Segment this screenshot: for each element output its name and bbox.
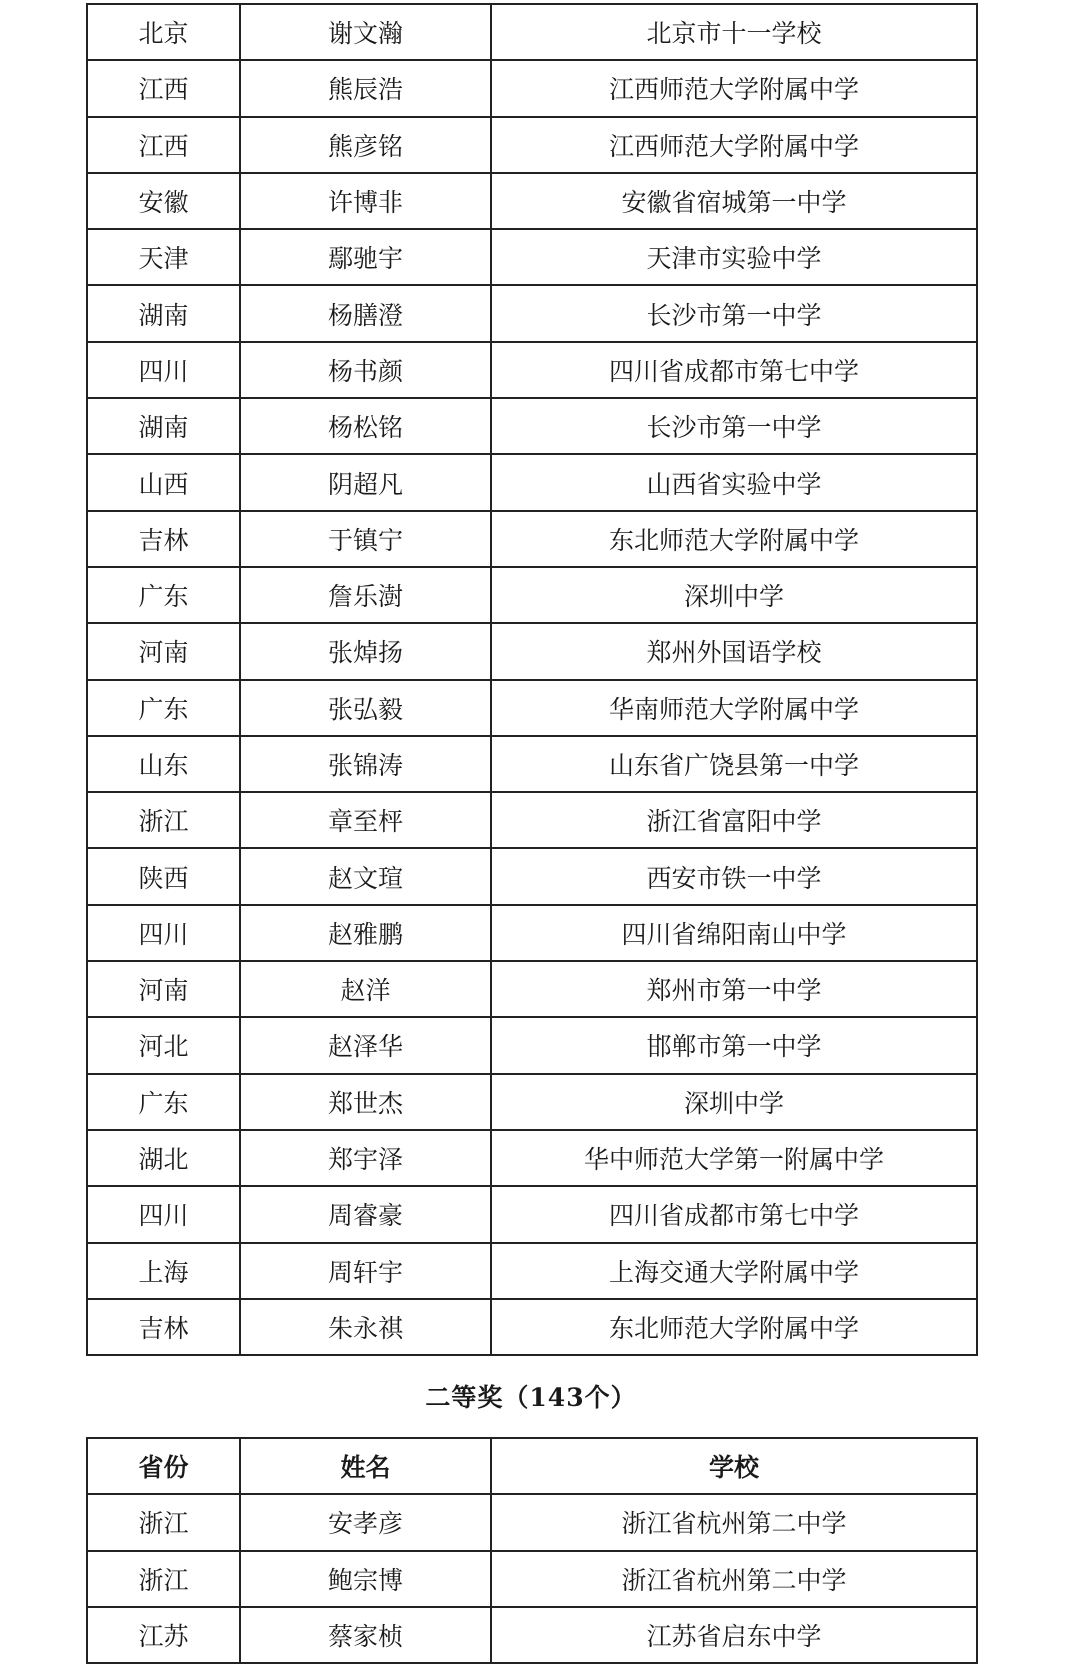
cell-school: 浙江省富阳中学 — [491, 792, 977, 848]
cell-province: 江西 — [87, 117, 240, 173]
cell-school: 江西师范大学附属中学 — [491, 60, 977, 116]
cell-school: 浙江省杭州第二中学 — [491, 1551, 977, 1607]
cell-name: 杨膳澄 — [240, 285, 491, 341]
cell-name: 鲍宗博 — [240, 1551, 491, 1607]
table-row — [87, 1017, 977, 1073]
cell-province: 河南 — [87, 623, 240, 679]
cell-school: 四川省绵阳南山中学 — [491, 905, 977, 961]
first-prize-table-body — [87, 4, 977, 1355]
cell-school: 江西师范大学附属中学 — [491, 117, 977, 173]
first-prize-table-continued — [86, 3, 978, 1356]
cell-province: 天津 — [87, 229, 240, 285]
table-row — [87, 60, 977, 116]
cell-province: 北京 — [87, 4, 240, 60]
table-row — [87, 342, 977, 398]
cell-name: 赵泽华 — [240, 1017, 491, 1073]
cell-name: 周轩宇 — [240, 1243, 491, 1299]
cell-school: 四川省成都市第七中学 — [491, 342, 977, 398]
table-row — [87, 792, 977, 848]
second-prize-heading: 二等奖（143个） — [425, 1383, 637, 1412]
cell-name: 章至枰 — [240, 792, 491, 848]
table-row — [87, 511, 977, 567]
table-row — [87, 1607, 977, 1663]
cell-province: 浙江 — [87, 1494, 240, 1550]
cell-name: 许博非 — [240, 173, 491, 229]
cell-name: 周睿豪 — [240, 1186, 491, 1242]
cell-province: 河北 — [87, 1017, 240, 1073]
cell-school: 东北师范大学附属中学 — [491, 511, 977, 567]
cell-province: 江苏 — [87, 1607, 240, 1663]
cell-province: 广东 — [87, 1074, 240, 1130]
cell-school: 浙江省杭州第二中学 — [491, 1494, 977, 1550]
cell-name: 蔡家桢 — [240, 1607, 491, 1663]
cell-province: 广东 — [87, 680, 240, 736]
cell-school: 上海交通大学附属中学 — [491, 1243, 977, 1299]
cell-province: 四川 — [87, 1186, 240, 1242]
cell-province: 山东 — [87, 736, 240, 792]
cell-school: 华中师范大学第一附属中学 — [491, 1130, 977, 1186]
table-row — [87, 680, 977, 736]
table-row — [87, 736, 977, 792]
cell-school: 长沙市第一中学 — [491, 398, 977, 454]
table-header-row — [87, 1438, 977, 1494]
table-row — [87, 961, 977, 1017]
cell-name: 于镇宁 — [240, 511, 491, 567]
cell-name: 谢文瀚 — [240, 4, 491, 60]
cell-school: 安徽省宿城第一中学 — [491, 173, 977, 229]
header-school: 学校 — [491, 1438, 977, 1494]
cell-name: 熊辰浩 — [240, 60, 491, 116]
cell-province: 四川 — [87, 905, 240, 961]
second-prize-table-body — [87, 1494, 977, 1663]
cell-school: 长沙市第一中学 — [491, 285, 977, 341]
cell-school: 深圳中学 — [491, 1074, 977, 1130]
table-row — [87, 285, 977, 341]
cell-school: 东北师范大学附属中学 — [491, 1299, 977, 1355]
table-row — [87, 1130, 977, 1186]
cell-name: 杨书颜 — [240, 342, 491, 398]
cell-province: 湖南 — [87, 285, 240, 341]
cell-name: 赵文瑄 — [240, 848, 491, 904]
table-row — [87, 905, 977, 961]
table-row — [87, 1299, 977, 1355]
table-row — [87, 1494, 977, 1550]
cell-name: 鄢驰宇 — [240, 229, 491, 285]
cell-name: 朱永祺 — [240, 1299, 491, 1355]
cell-name: 郑宇泽 — [240, 1130, 491, 1186]
table-row — [87, 1074, 977, 1130]
table-row — [87, 173, 977, 229]
header-province: 省份 — [87, 1438, 240, 1494]
table-row — [87, 623, 977, 679]
cell-province: 安徽 — [87, 173, 240, 229]
cell-school: 四川省成都市第七中学 — [491, 1186, 977, 1242]
table-row — [87, 848, 977, 904]
cell-province: 浙江 — [87, 792, 240, 848]
cell-province: 湖南 — [87, 398, 240, 454]
cell-province: 陕西 — [87, 848, 240, 904]
cell-province: 山西 — [87, 454, 240, 510]
cell-province: 广东 — [87, 567, 240, 623]
cell-name: 杨松铭 — [240, 398, 491, 454]
table-row — [87, 1551, 977, 1607]
cell-province: 上海 — [87, 1243, 240, 1299]
cell-school: 江苏省启东中学 — [491, 1607, 977, 1663]
cell-province: 四川 — [87, 342, 240, 398]
table-row — [87, 4, 977, 60]
cell-school: 郑州外国语学校 — [491, 623, 977, 679]
table-row — [87, 1186, 977, 1242]
cell-province: 河南 — [87, 961, 240, 1017]
cell-province: 浙江 — [87, 1551, 240, 1607]
cell-name: 安孝彦 — [240, 1494, 491, 1550]
cell-school: 邯郸市第一中学 — [491, 1017, 977, 1073]
cell-school: 郑州市第一中学 — [491, 961, 977, 1017]
cell-school: 华南师范大学附属中学 — [491, 680, 977, 736]
table-row — [87, 454, 977, 510]
cell-school: 深圳中学 — [491, 567, 977, 623]
cell-province: 吉林 — [87, 1299, 240, 1355]
table-row — [87, 117, 977, 173]
cell-name: 阴超凡 — [240, 454, 491, 510]
cell-school: 北京市十一学校 — [491, 4, 977, 60]
cell-province: 湖北 — [87, 1130, 240, 1186]
second-prize-table — [86, 1437, 978, 1664]
table-row — [87, 229, 977, 285]
table-row — [87, 398, 977, 454]
table-row — [87, 1243, 977, 1299]
cell-name: 赵雅鹏 — [240, 905, 491, 961]
cell-name: 詹乐澍 — [240, 567, 491, 623]
cell-province: 吉林 — [87, 511, 240, 567]
cell-name: 郑世杰 — [240, 1074, 491, 1130]
cell-name: 熊彦铭 — [240, 117, 491, 173]
header-name: 姓名 — [240, 1438, 491, 1494]
cell-province: 江西 — [87, 60, 240, 116]
table-row — [87, 567, 977, 623]
cell-name: 赵洋 — [240, 961, 491, 1017]
cell-school: 天津市实验中学 — [491, 229, 977, 285]
cell-school: 山东省广饶县第一中学 — [491, 736, 977, 792]
cell-name: 张焯扬 — [240, 623, 491, 679]
cell-name: 张锦涛 — [240, 736, 491, 792]
cell-school: 山西省实验中学 — [491, 454, 977, 510]
cell-name: 张弘毅 — [240, 680, 491, 736]
cell-school: 西安市铁一中学 — [491, 848, 977, 904]
